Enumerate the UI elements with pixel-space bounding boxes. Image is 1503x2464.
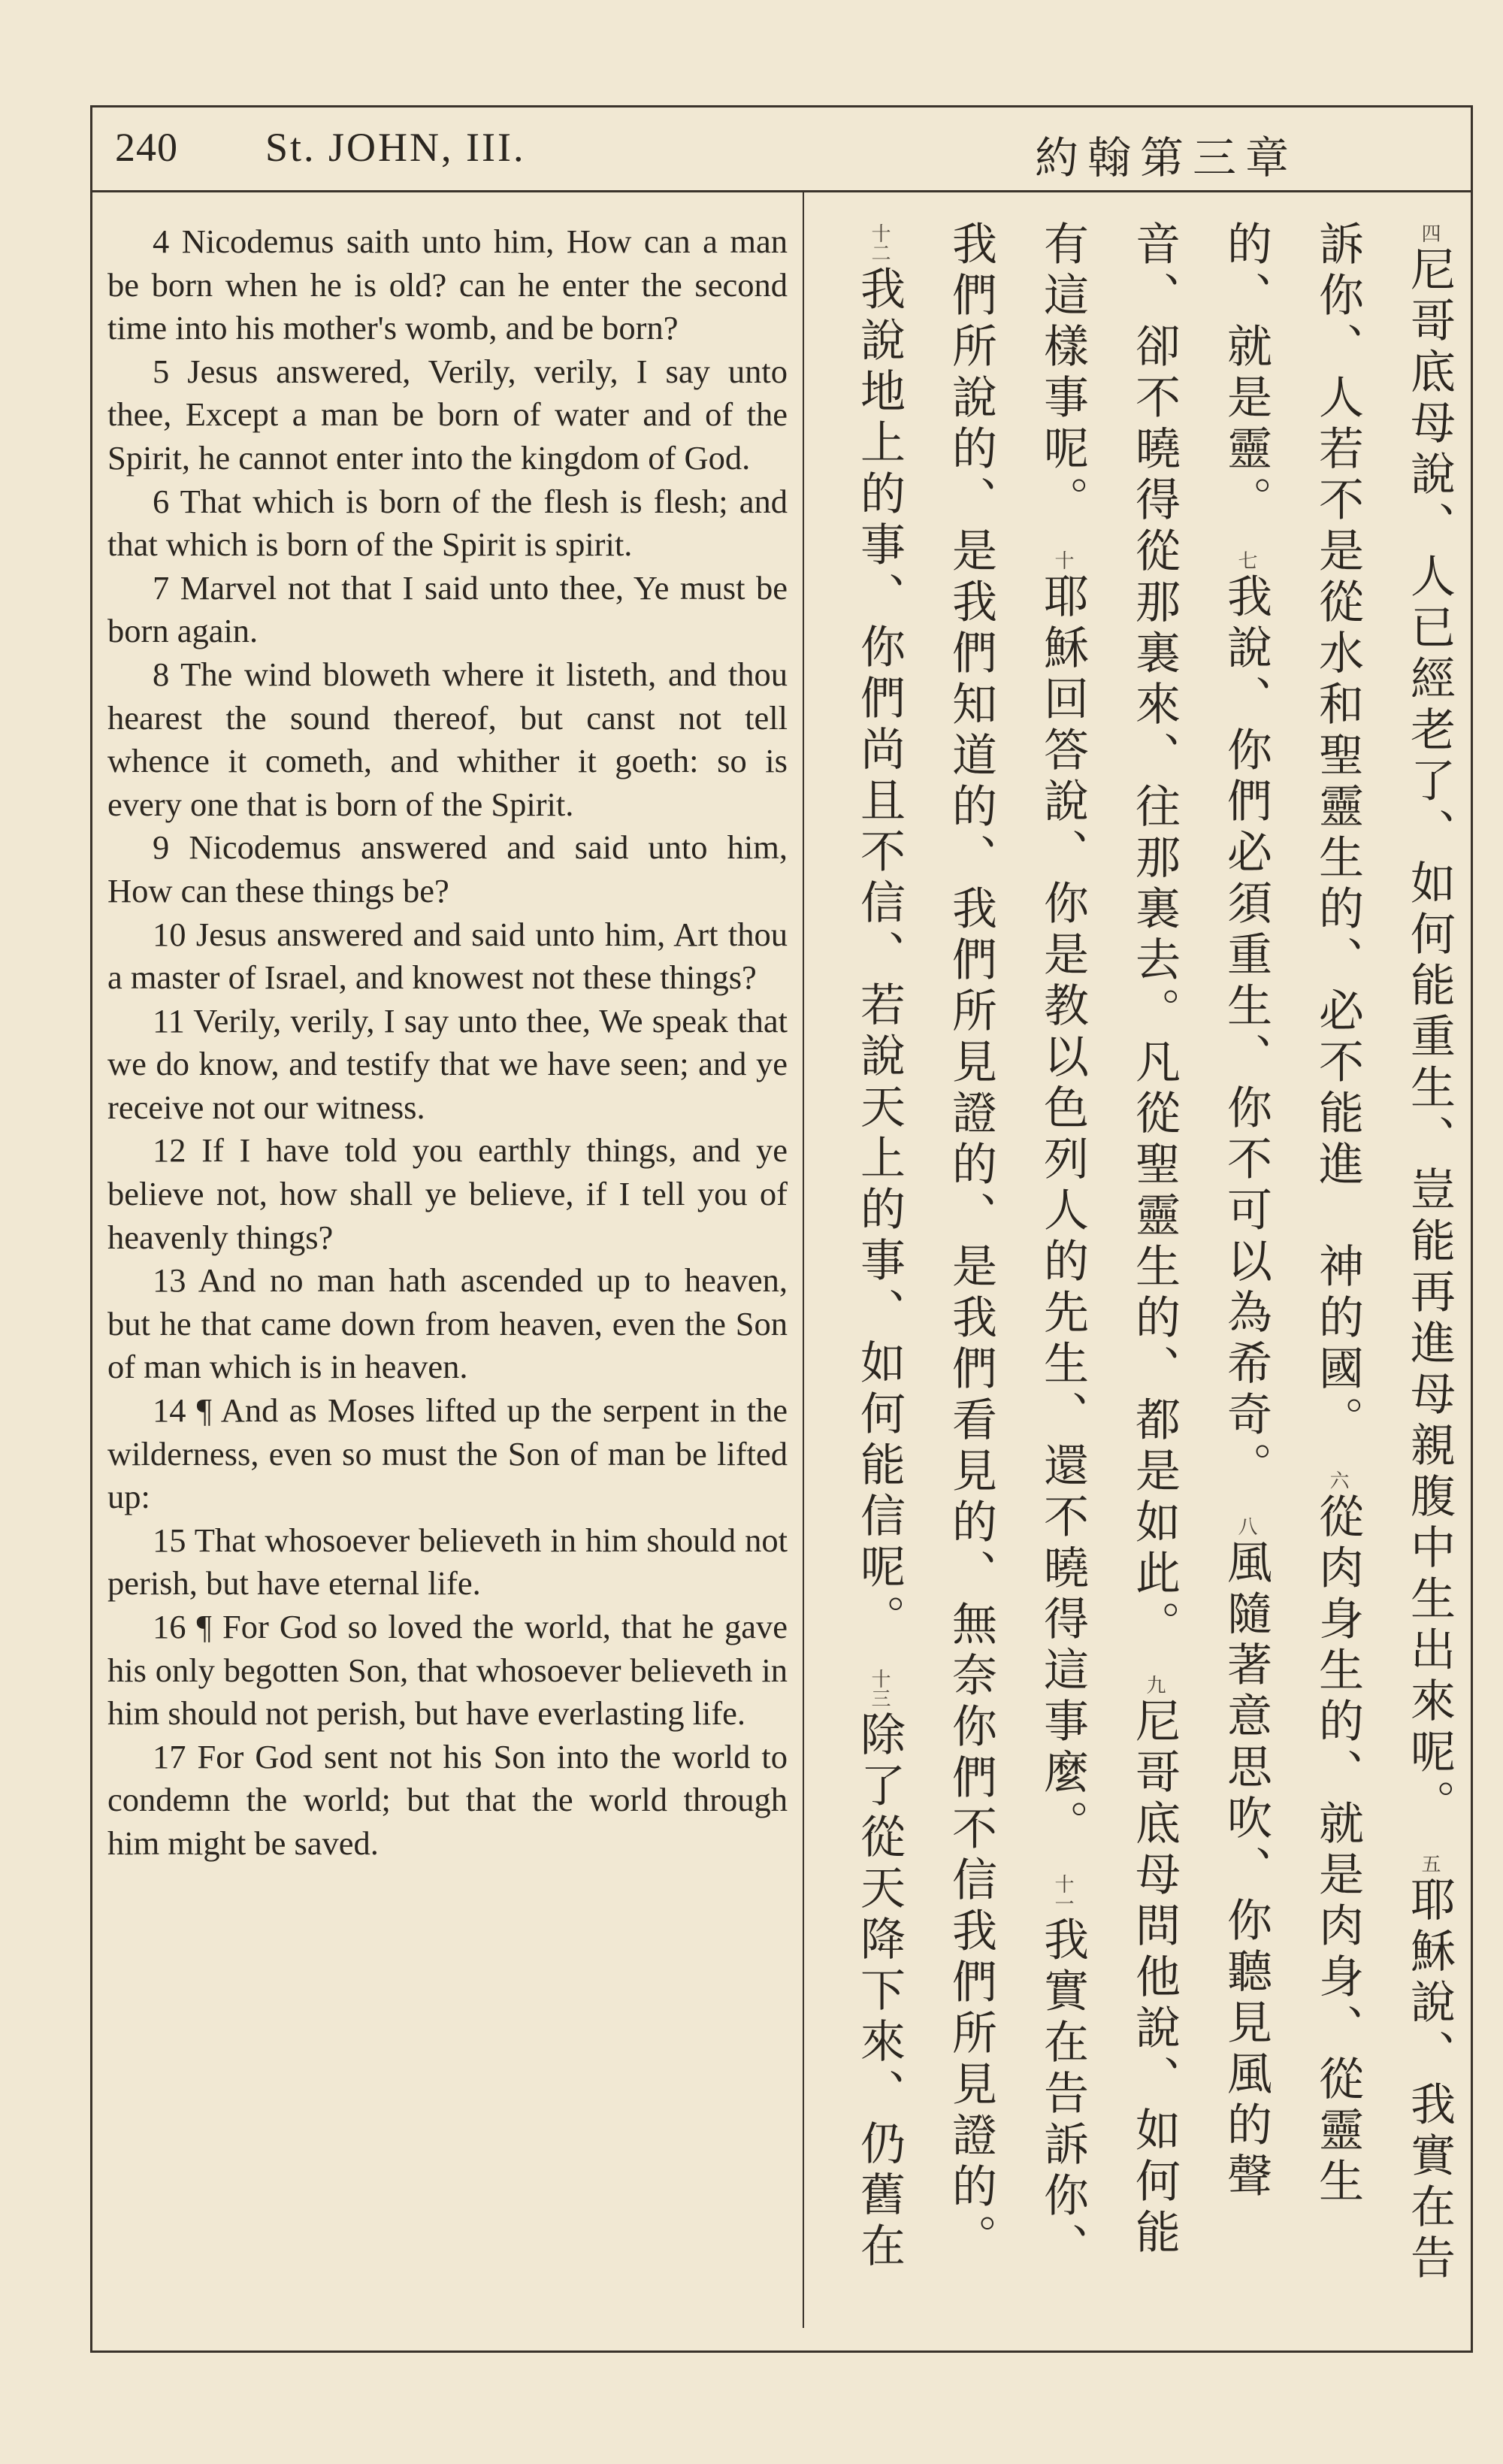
- verse-14-en: 14 ¶ And as Moses lifted up the serpent in the wilderness, even so must the Son of man be lifted up:: [107, 1391, 788, 1516]
- verse-text: 從肉身生的、就是肉身、從靈生的、就是靈。: [1220, 220, 1364, 2209]
- verse-number-marker: 十: [1051, 550, 1074, 571]
- verse-text: 風隨著意思吹、你聽見風的聲音、卻不曉得從那裏來、往那裏去。凡從聖靈生的、都是如此。: [1128, 220, 1272, 2204]
- verse-9-en: 9 Nicodemus answered and said unto him, How can these things be?: [107, 828, 788, 910]
- verse-text: 尼哥底母說、人已經老了、如何能重生、豈能再進母親腹中生出來呢。: [1403, 246, 1456, 1830]
- page-number: 240: [115, 125, 178, 170]
- verse-5-en: 5 Jesus answered, Verily, verily, I say unto thee, Except a man be born of water and of the Spirit, he cannot enter into the kingdom of God.: [107, 352, 788, 477]
- verse-number-marker: 十二: [868, 223, 891, 262]
- page-frame: [90, 105, 1473, 2353]
- verse-number-marker: 九: [1143, 1675, 1166, 1695]
- verse-11-en: 11 Verily, verily, I say unto thee, We speak that we do know, and testify that we have seen; and ye receive not our witness.: [107, 1001, 788, 1126]
- verse-number-marker: 八: [1235, 1516, 1257, 1536]
- running-title: St. JOHN, III.: [265, 125, 526, 170]
- verse-number-marker: 四: [1418, 223, 1441, 243]
- verse-17-en: 17 For God sent not his Son into the world to condemn the world; but that the world through him might be saved.: [107, 1737, 788, 1862]
- verse-number-marker: 五: [1418, 1854, 1441, 1874]
- chinese-column: [814, 220, 1475, 2295]
- verse-4-zh: [1403, 220, 1456, 1830]
- verse-text: 除了從天降下來、仍舊在: [853, 1711, 906, 2274]
- running-header: [92, 107, 1471, 192]
- verse-text: 尼哥底母問他說、如何能有這樣事呢。: [1036, 220, 1181, 2260]
- column-divider: [803, 190, 804, 2328]
- verse-8-en: 8 The wind bloweth where it listeth, and thou hearest the sound thereof, but canst not tell whence it cometh, and whither it goeth: so is every one that is born of the Spirit.: [107, 655, 788, 823]
- verse-number-marker: 十一: [1051, 1874, 1074, 1914]
- verse-10-zh: [1036, 547, 1089, 1851]
- verse-text: 我說地上的事、你們尚且不信、若說天上的事、如何能信呢。: [853, 265, 906, 1645]
- english-column: [107, 220, 788, 1866]
- verse-16-en: 16 ¶ For God so loved the world, that he gave his only begotten Son, that whosoever believeth in him should not perish, but have everlasting life.: [107, 1608, 788, 1733]
- verse-6-en: 6 That which is born of the flesh is flesh; and that which is born of the Spirit is spirit.: [107, 482, 788, 564]
- verse-text: 耶穌回答說、你是教以色列人的先生、還不曉得這事麼。: [1036, 573, 1089, 1851]
- verse-text: 耶穌說、我實在告訴你、人若不是從水和聖靈生的、必不能進 神的國。: [1311, 220, 1456, 2286]
- verse-number-marker: 七: [1235, 550, 1257, 571]
- verse-number-marker: 六: [1326, 1470, 1349, 1491]
- verse-text: 我說、你們必須重生、你不可以為希奇。: [1220, 573, 1272, 1494]
- verse-text: 我實在告訴你、我們所說的、是我們知道的、我們所見證的、是我們看見的、無奈你們不信我們所見證的。: [945, 220, 1089, 2275]
- verse-7-zh: [1220, 547, 1272, 1493]
- verse-13-en: 13 And no man hath ascended up to heaven, but he that came down from heaven, even the Son of man which is in heaven.: [107, 1261, 788, 1386]
- verse-12-zh: [853, 220, 906, 1645]
- verse-7-en: 7 Marvel not that I said unto thee, Ye must be born again.: [107, 568, 788, 650]
- verse-15-en: 15 That whosoever believeth in him should not perish, but have eternal life.: [107, 1521, 788, 1603]
- verse-10-en: 10 Jesus answered and said unto him, Art thou a master of Israel, and knowest not these things?: [107, 915, 788, 997]
- running-title-chinese: 約翰第三章: [1034, 132, 1298, 183]
- verse-4-en: 4 Nicodemus saith unto him, How can a man be born when he is old? can he enter the second time into his mother's womb, and be born?: [107, 222, 788, 347]
- verse-12-en: 12 If I have told you earthly things, and ye believe not, how shall ye believe, if I tell you of heavenly things?: [107, 1131, 788, 1256]
- verse-number-marker: 十三: [868, 1669, 891, 1709]
